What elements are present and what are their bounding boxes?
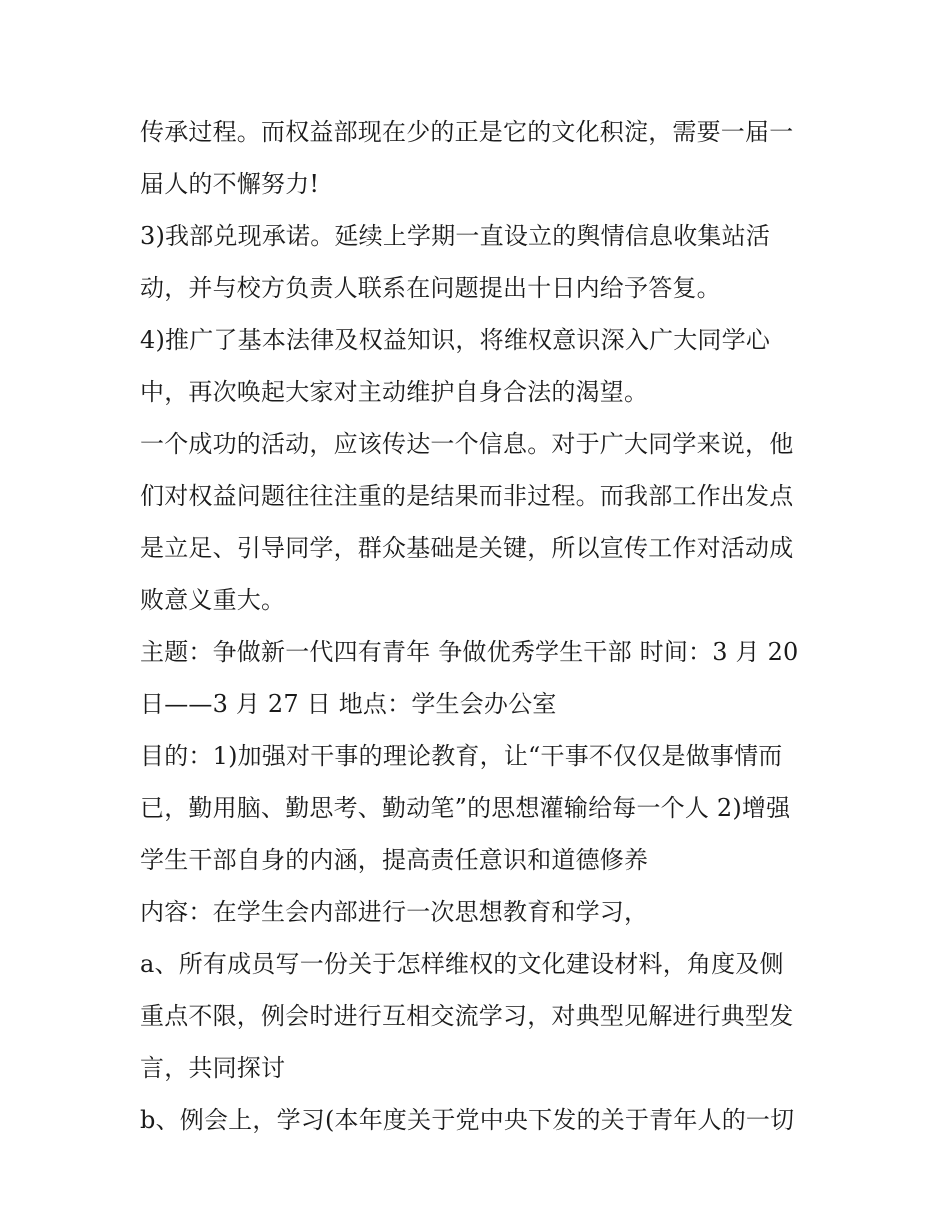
text-line: 主题：争做新一代四有青年 争做优秀学生干部 时间：3 月 20 xyxy=(140,638,799,666)
text-line: 目的：1)加强对干事的理论教育，让“干事不仅仅是做事情而 xyxy=(140,742,783,770)
text-line: b、例会上，学习(本年度关于党中央下发的关于青年人的一切 xyxy=(140,1106,795,1134)
text-line: 内容：在学生会内部进行一次思想教育和学习， xyxy=(140,898,649,926)
text-line: 是立足、引导同学，群众基础是关键，所以宣传工作对活动成 xyxy=(140,534,794,562)
text-line: 届人的不懈努力! xyxy=(140,170,320,198)
text-line: 已，勤用脑、勤思考、勤动笔”的思想灌输给每一个人 2)增强 xyxy=(140,794,791,822)
text-line: 中，再次唤起大家对主动维护自身合法的渴望。 xyxy=(140,378,649,406)
text-line: 3)我部兑现承诺。延续上学期一直设立的舆情信息收集站活 xyxy=(140,222,771,250)
text-line: a、所有成员写一份关于怎样维权的文化建设材料，角度及侧 xyxy=(140,950,784,978)
text-line: 们对权益问题往往注重的是结果而非过程。而我部工作出发点 xyxy=(140,482,794,510)
text-line: 动，并与校方负责人联系在问题提出十日内给予答复。 xyxy=(140,274,721,302)
document-body xyxy=(140,106,820,1146)
text-line: 重点不限，例会时进行互相交流学习，对典型见解进行典型发 xyxy=(140,1002,794,1030)
text-line: 败意义重大。 xyxy=(140,586,286,614)
text-line: 4)推广了基本法律及权益知识，将维权意识深入广大同学心 xyxy=(140,326,771,354)
text-line: 学生干部自身的内涵，提高责任意识和道德修养 xyxy=(140,846,649,874)
text-line: 一个成功的活动，应该传达一个信息。对于广大同学来说，他 xyxy=(140,430,794,458)
text-line: 传承过程。而权益部现在少的正是它的文化积淀，需要一届一 xyxy=(140,118,794,146)
text-line: 日——3 月 27 日 地点：学生会办公室 xyxy=(140,690,557,718)
text-line: 言，共同探讨 xyxy=(140,1054,286,1082)
